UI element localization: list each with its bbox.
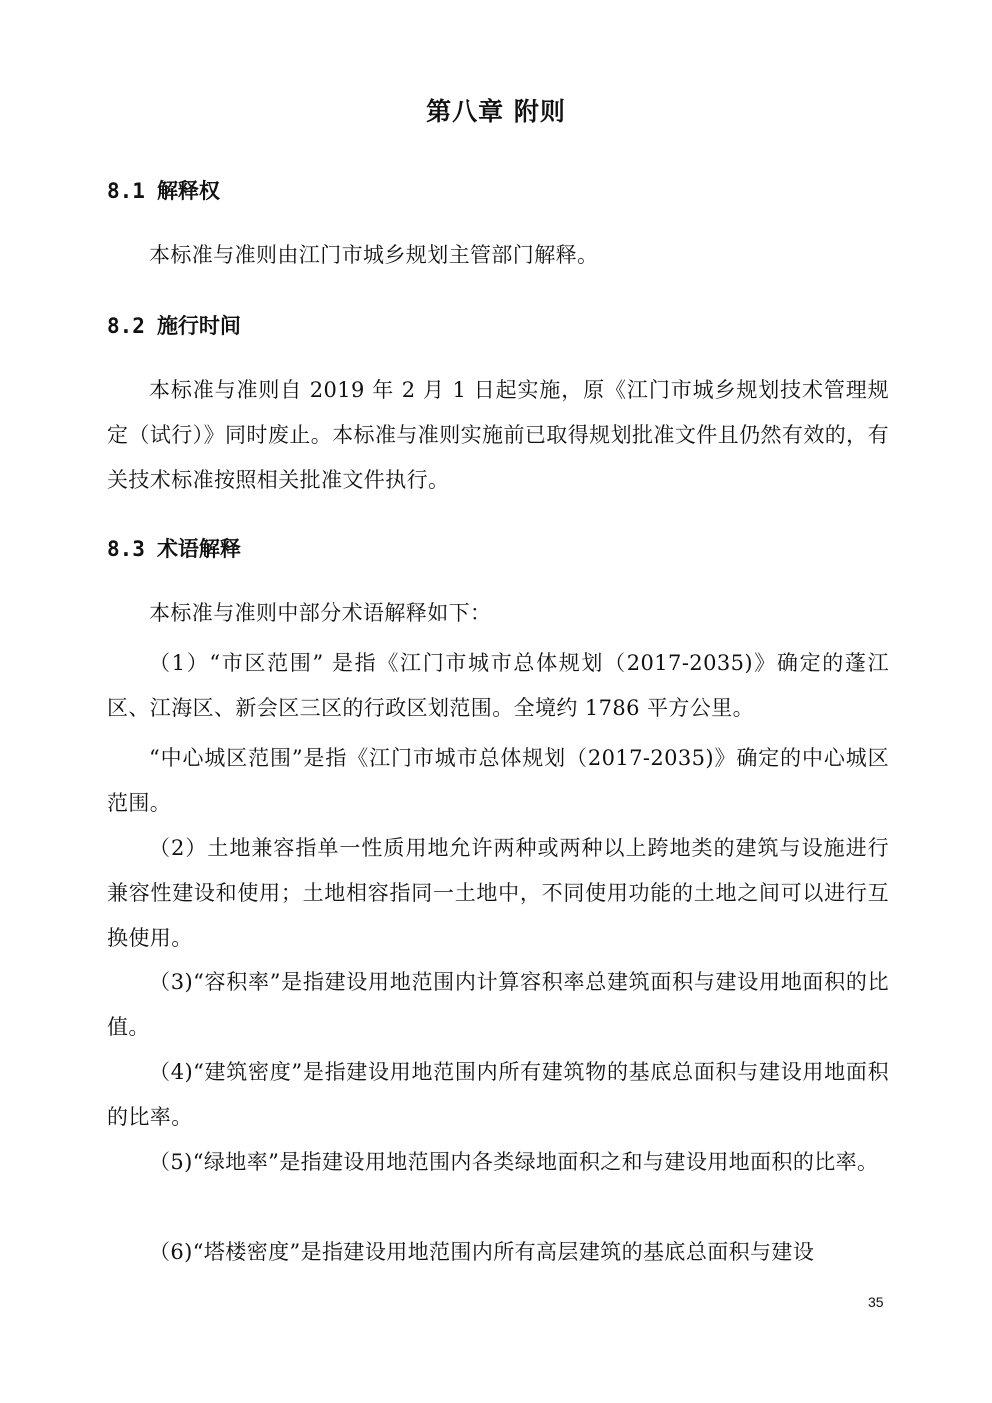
paragraph: （5)“绿地率”是指建设用地范围内各类绿地面积之和与建设用地面积的比率。 [149,1150,879,1174]
section-heading-8-1 [107,175,220,205]
chapter-title: 第八章 附则 [426,97,566,126]
paragraph: （1）“市区范围” 是指《江门市城市总体规划（2017-2035)》确定的蓬江区、江海区、新会区三区的行政区划范围。全境约 1786 平方公里。 [107,651,889,720]
section-heading-8-2 [107,310,241,340]
page-number: 35 [868,1294,884,1310]
paragraph: 本标准与准则自 2019 年 2 月 1 日起实施，原《江门市城乡规划技术管理规定（试行）》同时废止。本标准与准则实施前已取得规划批准文件且仍然有效的，有关技术标准按照相关批准文件执行。 [107,378,889,492]
section-number: 8.2 [107,314,145,338]
section-title: 解释权 [156,179,220,203]
paragraph: （2）土地兼容指单一性质用地允许两种或两种以上跨地类的建筑与设施进行兼容性建设和使用；土地相容指同一土地中，不同使用功能的土地之间可以进行互换使用。 [107,836,889,950]
paragraph: 本标准与准则中部分术语解释如下： [149,601,492,625]
paragraph: （6)“塔楼密度”是指建设用地范围内所有高层建筑的基底总面积与建设 [149,1240,815,1264]
paragraph: 本标准与准则由江门市城乡规划主管部门解释。 [149,243,599,267]
paragraph: “中心城区范围”是指《江门市城市总体规划（2017-2035)》确定的中心城区范围。 [107,746,889,815]
paragraph: （3)“容积率”是指建设用地范围内计算容积率总建筑面积与建设用地面积的比值。 [107,970,889,1039]
section-number: 8.3 [107,537,145,561]
section-number: 8.1 [107,179,145,203]
paragraph: （4)“建筑密度”是指建设用地范围内所有建筑物的基底总面积与建设用地面积的比率。 [107,1060,889,1129]
section-heading-8-3 [107,533,241,563]
section-title: 施行时间 [156,314,241,338]
section-title: 术语解释 [156,537,241,561]
